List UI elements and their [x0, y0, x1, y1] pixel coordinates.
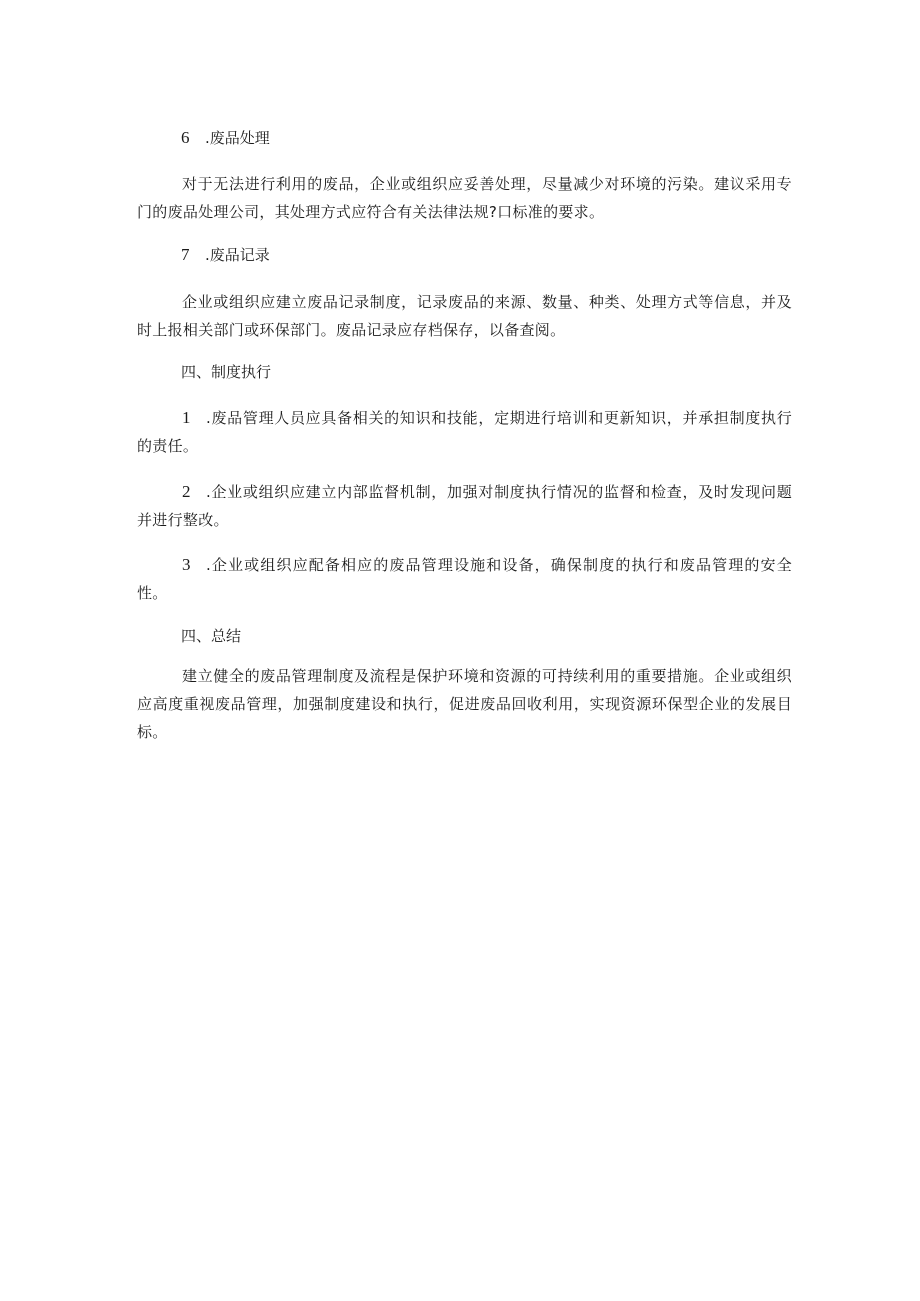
- list-item-execution-3: [137, 551, 792, 607]
- item-text: .企业或组织应建立内部监督机制，加强对制度执行情况的监督和检查，及时发现问题并进行整改。: [137, 483, 792, 529]
- section-heading-summary: 四、总结: [181, 627, 242, 645]
- item-number: 2: [182, 482, 191, 501]
- paragraph-summary: 建立健全的废品管理制度及流程是保护环境和资源的可持续利用的重要措施。企业或组织应高度重视废品管理，加强制度建设和执行，促进废品回收利用，实现资源环保型企业的发展目标。: [137, 667, 792, 741]
- paragraph-waste-records: 企业或组织应建立废品记录制度，记录废品的来源、数量、种类、处理方式等信息，并及时上报相关部门或环保部门。废品记录应存档保存，以备查阅。: [137, 293, 792, 339]
- section-heading-execution: 四、制度执行: [181, 363, 272, 381]
- section-title: .废品记录: [205, 246, 270, 264]
- item-number: 3: [182, 555, 191, 574]
- paragraph-waste-disposal: 对于无法进行利用的废品，企业或组织应妥善处理，尽量减少对环境的污染。建议采用专门的废品处理公司，其处理方式应符合有关法律法规?口标准的要求。: [137, 175, 792, 221]
- item-text: .企业或组织应配备相应的废品管理设施和设备，确保制度的执行和废品管理的安全性。: [137, 556, 792, 602]
- section-title: .废品处理: [205, 129, 270, 147]
- list-item-execution-1: [137, 404, 792, 460]
- section-heading-waste-disposal: [181, 128, 270, 148]
- item-text: .废品管理人员应具备相关的知识和技能，定期进行培训和更新知识，并承担制度执行的责任。: [137, 409, 792, 455]
- list-item-execution-2: [137, 478, 792, 534]
- item-number: 1: [182, 408, 191, 427]
- section-number: 7: [181, 245, 190, 264]
- section-heading-waste-records: [181, 245, 270, 265]
- section-number: 6: [181, 128, 190, 147]
